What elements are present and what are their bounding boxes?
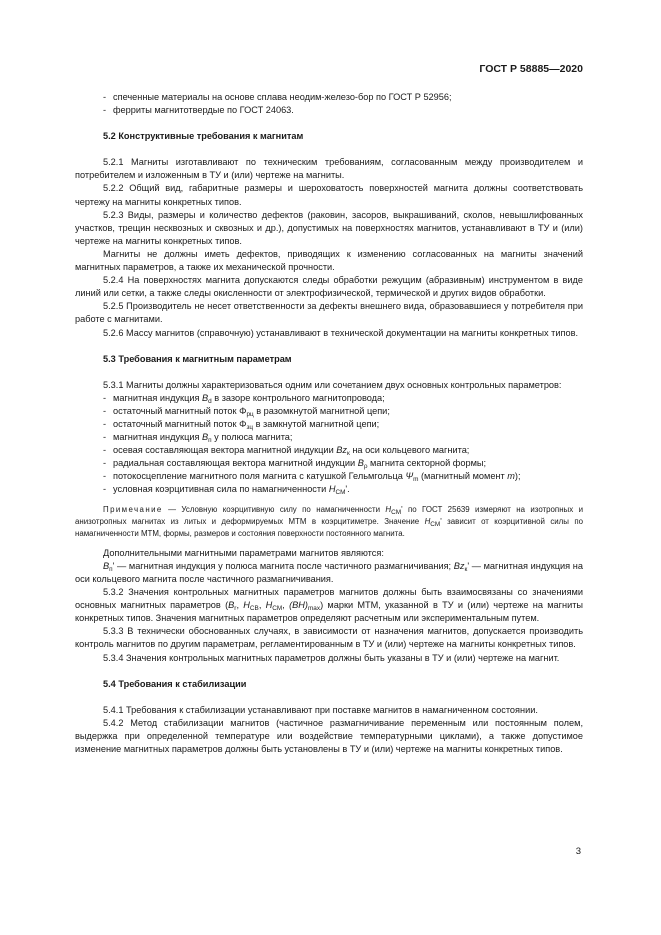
paragraph: 5.4.1 Требования к стабилизации устанавливают при поставке магнитов в намагниченном состоянии. [103, 704, 538, 715]
list-item: - радиальная составляющая вектора магнитной индукции $B_\rho$ магнита секторной формы; [103, 458, 487, 471]
paragraph: 5.2.2 Общий вид, габаритные размеры и шероховатость поверхностей магнита должны соответствовать чертежу на магниты конкретных типов. [75, 183, 583, 207]
list-item: - спеченные материалы на основе сплава неодим-железо-бор по ГОСТ Р 52956; [103, 92, 452, 102]
paragraph: 5.2.5 Производитель не несет ответственности за дефекты внешнего вида, образовавшиеся у потребителя при работе с магнитами. [75, 301, 583, 325]
note-label: Примечание [103, 504, 163, 514]
note: Примечание — Условную коэрцитивную силу по намагниченности $H_{CM}'$ по ГОСТ 25639 измеряют на изотропных и анизотропных магнитах из литых и деформируемых МТМ в коэрцитиметре. Значение $H_{CM}'$ зависит от коэрцитивной силы по намагниченности МТМ, формы, размеров и состояния поверхности постоянного магнита. [75, 504, 583, 538]
list-item: - осевая составляющая вектора магнитной индукции $Bz_к$ на оси кольцевого магнита; [103, 445, 470, 458]
paragraph: 5.2.6 Массу магнитов (справочную) устанавливают в технической документации на магниты конкретных типов. [103, 327, 579, 338]
list-item: - условная коэрцитивная сила по намагниченности $H_{CM}'$. [103, 484, 350, 497]
paragraph: 5.3.3 В технически обоснованных случаях, в зависимости от назначения магнитов, допускается производить контроль магнитов по другим параметрам, регламентированным в ТУ и (или) чертеже на магниты конкретных типов. [75, 626, 583, 650]
paragraph: 5.2.3 Виды, размеры и количество дефектов (раковин, засоров, выкрашиваний, сколов, невышлифованных участков, трещин несквозных и сквозных и др.), допустимых на поверхностях магнитов, устанавливают в ТУ и (или) чертеже на магниты конкретных типов. [75, 209, 583, 246]
paragraph: Дополнительными магнитными параметрами магнитов являются: [103, 547, 384, 558]
list-item: - ферриты магнитотвердые по ГОСТ 24063. [103, 105, 294, 116]
paragraph: Магниты не должны иметь дефектов, приводящих к изменению согласованных на магниты значений магнитных параметров, а также их механической прочности. [75, 248, 583, 273]
paragraph: 5.2.4 На поверхностях магнита допускаются следы обработки режущим (абразивным) инструментом в виде линий или сетки, а также следы окисленности от электрофизической, термической и других видов обработки. [75, 275, 583, 299]
paragraph: 5.4.2 Метод стабилизации магнитов (частичное размагничивание переменным или постоянным полем, выдержка при определенной температуре или воздействие температурными циклами), а также допустимое изменение магнитных параметров должны быть установлены в ТУ и (или) чертеже на магниты конкретных типов. [75, 717, 583, 755]
section-heading-5-2: 5.2 Конструктивные требования к магнитам [103, 131, 304, 142]
list-item: - магнитная индукция $B_п$ у полюса магнита; [103, 432, 293, 445]
paragraph: 5.3.1 Магниты должны характеризоваться одним или сочетанием двух основных контрольных параметров: [103, 379, 562, 390]
list-item: - остаточный магнитный поток $\Phi_{рц}$ в разомкнутой магнитной цепи; [103, 405, 390, 418]
section-heading-5-3: 5.3 Требования к магнитным параметрам [103, 353, 292, 364]
paragraph: $B_п'$ — магнитная индукция у полюса магнита после частичного размагничивания; $Bz_к'$ — магнитная индукция на оси кольцевого магнита после частичного размагничивания. [75, 560, 583, 584]
section-heading-5-4: 5.4 Требования к стабилизации [103, 678, 247, 689]
document-id: ГОСТ Р 58885—2020 [479, 63, 583, 75]
list-item: - остаточный магнитный поток $\Phi_{зц}$ в замкнутой магнитной цепи; [103, 418, 380, 431]
paragraph: 5.3.4 Значения контрольных магнитных параметров должны быть указаны в ТУ и (или) чертеже на магнит. [103, 652, 560, 663]
document-body [75, 91, 583, 756]
paragraph: 5.2.1 Магниты изготавливают по техническим требованиям, согласованным между производителем и потребителем и изложенным в ТУ и (или) чертеже на магниты. [75, 157, 583, 181]
page-number: 3 [575, 846, 581, 857]
list-item: - магнитная индукция $B_d$ в зазоре контрольного магнитопровода; [103, 392, 385, 405]
paragraph: 5.3.2 Значения контрольных магнитных параметров магнитов должны быть взаимосвязаны со значениями основных магнитных параметров ($B_r$, $H_{CB}$, $H_{CM}$, $(BH)_{max}$) марки МТМ, указанной в ТУ и (или) чертеже на магниты конкретных типов. Значения магнитных параметров определяют расчетным или экспериментальным путем. [75, 587, 584, 624]
list-item: - потокосцепление магнитного поля магнита с катушкой Гельмгольца $\Psi_m$ (магнитный момент m); [103, 471, 521, 484]
